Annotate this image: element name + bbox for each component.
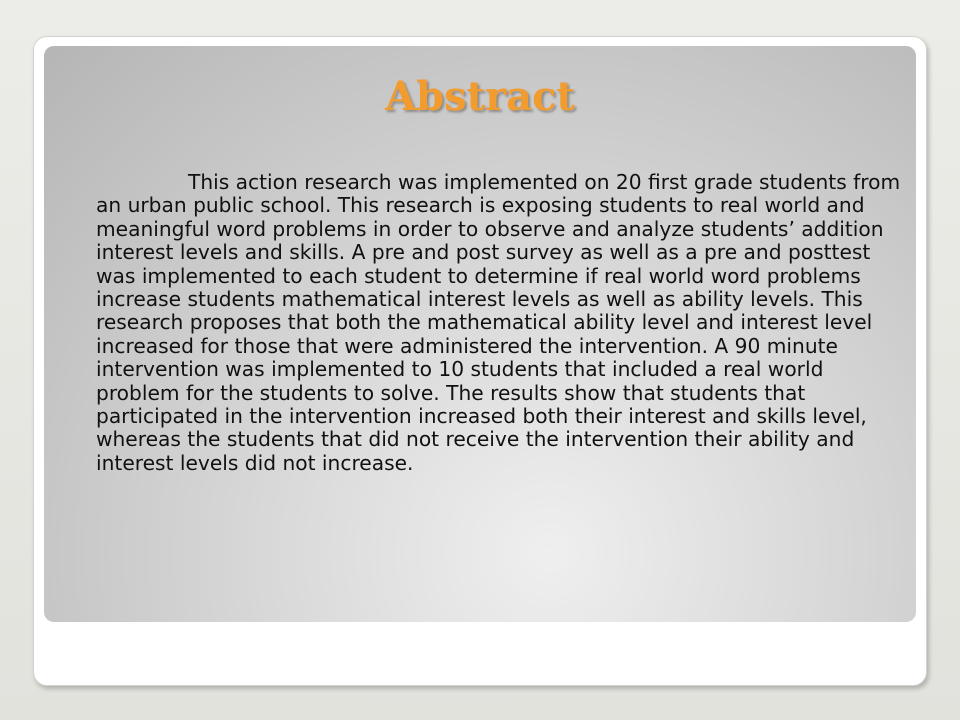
abstract-text: This action research was implemented on 20 first grade students from an urban public school. This research is exposing students to real world and meaningful word problems in order to observe and analyze students’ addition interest levels and skills. A pre and post survey as well as a pre and posttest was implemented to each student to determine if real world word problems increase students mathematical interest levels as well as ability levels. This research proposes that both the mathematical ability level and interest level increased for those that were administered the intervention. A 90 minute intervention was implemented to 10 students that included a real world problem for the students to solve. The results show that students that participated in the intervention increased both their interest and skills level, whereas the students that did not receive the intervention their ability and interest levels did not increase.: [96, 170, 901, 475]
slide-title: Abstract: [385, 73, 575, 120]
